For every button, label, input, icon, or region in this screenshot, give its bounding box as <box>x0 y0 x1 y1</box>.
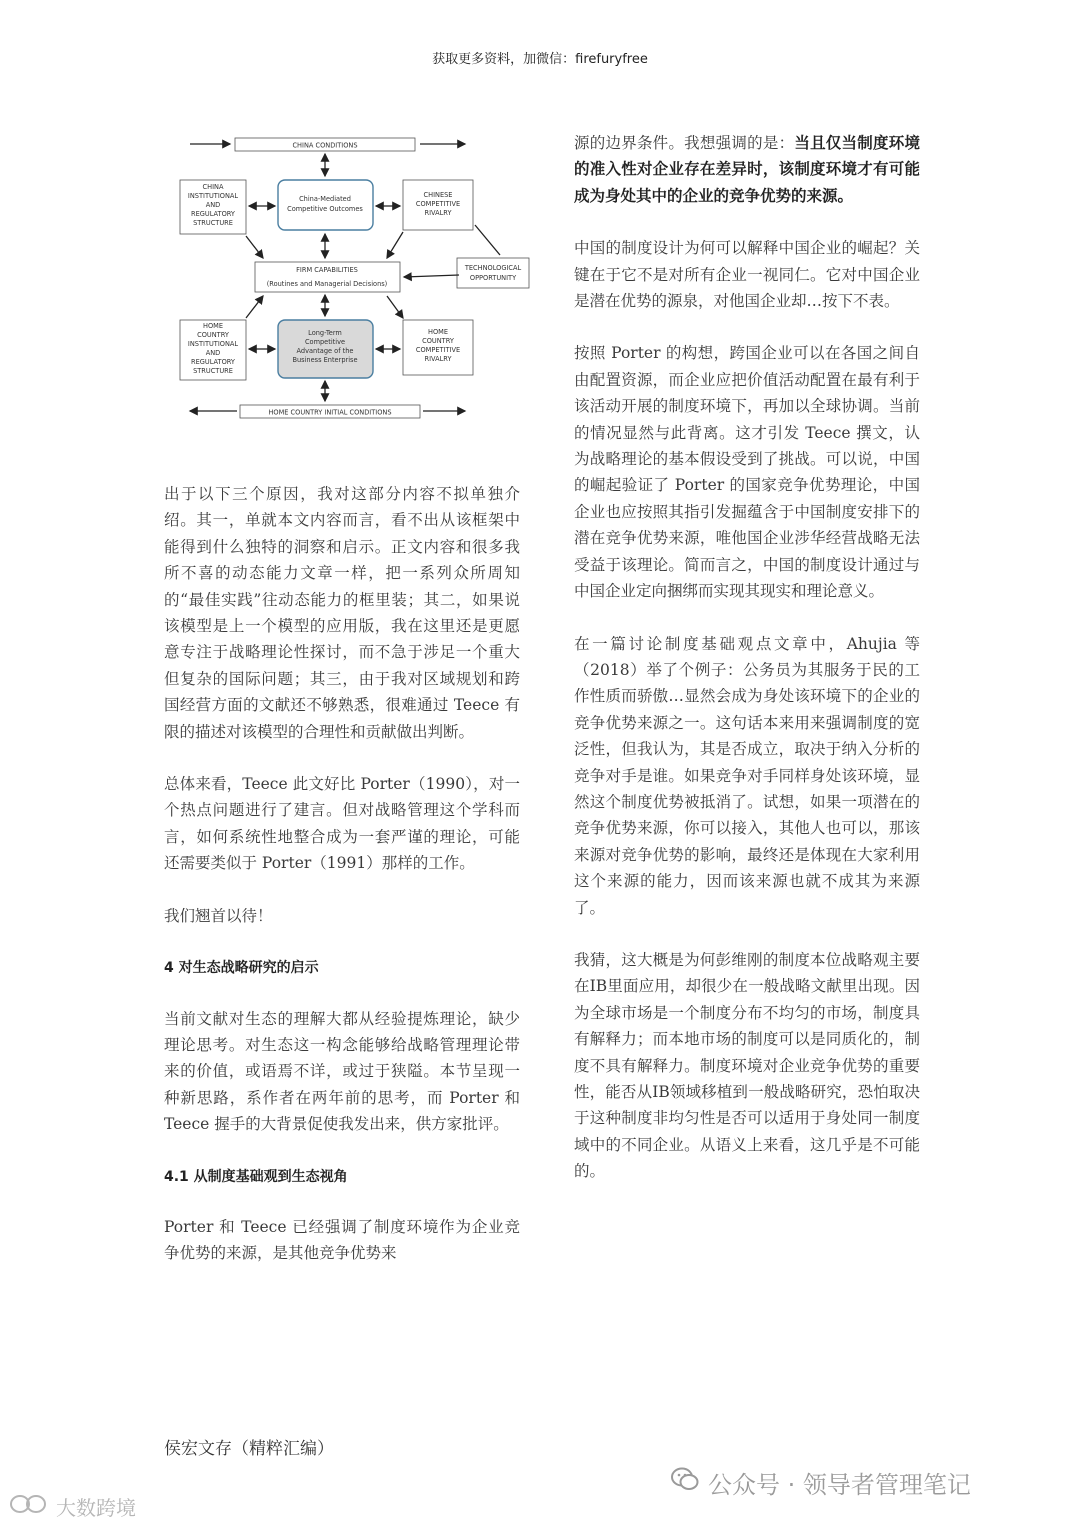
section-heading-4-1: 4.1 从制度基础观到生态视角 <box>164 1168 348 1185</box>
box-china-institutional <box>180 180 246 234</box>
right-paragraph-4: 在一篇讨论制度基础观点文章中，Ahujia 等（2018）举了个例子：公务员为其服务于民的工作性质而骄傲…显然会成为身处该环境下的企业的竞争优势来源之一。这句话本来用来强调制度的宽泛性，但我认为，其是否成立，取决于纳入分析的竞争对手是谁。如果竞争对手同样身处该环境，显然这个制度优势被抵消了。试想，如果一项潜在的竞争优势来源，你可以接入，其他人也可以，那该来源对竞争优势的影响，最终还是体现在大家利用这个来源的能力，因而该来源也就不成其为来源了。 <box>574 634 920 917</box>
page-header: 获取更多资料，加微信：firefuryfree <box>432 52 648 67</box>
box-china-mediated <box>278 180 373 230</box>
framework-diagram-svg <box>175 130 540 430</box>
wechat-icon <box>670 1466 700 1498</box>
svg-text:Long-Term: Long-Term <box>308 329 342 337</box>
framework-diagram <box>175 130 540 430</box>
svg-text:AND: AND <box>205 201 221 209</box>
box-chinese-rivalry <box>403 180 473 230</box>
svg-text:HOME: HOME <box>427 328 449 336</box>
svg-text:COUNTRY: COUNTRY <box>422 337 454 345</box>
section-heading-4: 4 对生态战略研究的启示 <box>164 960 319 977</box>
logo-icon <box>8 1493 50 1520</box>
box-home-rivalry <box>403 320 473 375</box>
left-paragraph-5: Porter 和 Teece 已经强调了制度环境作为企业竞争优势的来源，是其他竞争优势来 <box>164 1217 520 1263</box>
svg-text:RIVALRY: RIVALRY <box>424 355 452 363</box>
box-home-institutional <box>180 320 246 380</box>
box-home-initial-conditions <box>240 405 420 418</box>
svg-text:TECHNOLOGICAL: TECHNOLOGICAL <box>464 264 522 272</box>
svg-text:COMPETITIVE: COMPETITIVE <box>415 346 461 354</box>
svg-text:INSTITUTIONAL: INSTITUTIONAL <box>187 340 239 348</box>
svg-text:HOME COUNTRY INITIAL CONDITION: HOME COUNTRY INITIAL CONDITIONS <box>268 408 392 417</box>
svg-text:RIVALRY: RIVALRY <box>424 209 452 217</box>
box-long-term-advantage <box>278 320 373 378</box>
svg-text:COUNTRY: COUNTRY <box>197 331 229 339</box>
svg-text:AND: AND <box>205 349 221 357</box>
box-china-conditions <box>235 138 415 151</box>
svg-text:Competitive: Competitive <box>304 338 346 346</box>
left-column <box>164 481 520 1293</box>
box-firm-capabilities <box>255 262 400 292</box>
svg-text:FIRM CAPABILITIES: FIRM CAPABILITIES <box>296 266 358 274</box>
left-paragraph-3: 我们翘首以待！ <box>164 906 273 925</box>
watermark-text: 大数跨境 <box>56 1495 136 1520</box>
svg-text:Business Enterprise: Business Enterprise <box>292 356 358 364</box>
right-paragraph-1-lead: 源的边界条件。我想强调的是： <box>574 134 795 152</box>
svg-text:CHINA: CHINA <box>202 183 224 191</box>
right-paragraph-1 <box>574 130 920 209</box>
svg-text:(Routines and Managerial Decis: (Routines and Managerial Decisions) <box>266 280 388 288</box>
svg-text:REGULATORY: REGULATORY <box>191 358 235 366</box>
svg-text:INSTITUTIONAL: INSTITUTIONAL <box>187 192 239 200</box>
svg-text:CHINESE: CHINESE <box>423 191 453 199</box>
svg-text:China-Mediated: China-Mediated <box>299 195 351 203</box>
svg-text:Advantage of the: Advantage of the <box>296 347 354 355</box>
svg-text:HOME: HOME <box>202 322 224 330</box>
svg-text:COMPETITIVE: COMPETITIVE <box>415 200 461 208</box>
svg-text:STRUCTURE: STRUCTURE <box>193 219 233 227</box>
label-china-conditions: CHINA CONDITIONS <box>292 141 358 150</box>
svg-text:REGULATORY: REGULATORY <box>191 210 235 218</box>
svg-text:STRUCTURE: STRUCTURE <box>193 367 233 375</box>
corner-watermark <box>8 1492 136 1520</box>
right-column <box>574 130 920 1211</box>
footer-book-title: 侯宏文存（精粹汇编） <box>164 1439 334 1459</box>
right-paragraph-1-emphasis: 当且仅当制度环境的准入性对企业存在差异时，该制度环境才有可能成为身处其中的企业的竞争优势的来源。 <box>574 133 920 205</box>
left-paragraph-2: 总体来看，Teece 此文好比 Porter（1990），对一个热点问题进行了建言。但对战略管理这个学科而言，如何系统性地整合成为一套严谨的理论，可能还需要类似于 Porter（1991）那样的工作。 <box>164 775 520 873</box>
left-paragraph-1: 出于以下三个原因，我对这部分内容不拟单独介绍。其一，单就本文内容而言，看不出从该框架中能得到什么独特的洞察和启示。正文内容和很多我所不喜的动态能力文章一样，把一系列众所周知的“最佳实践”往动态能力的框里装；其二，如果说该模型是上一个模型的应用版，我在这里还是更愿意专注于战略理论性探讨，而不急于涉足一个重大但复杂的国际问题；其三，由于我对区域规划和跨国经营方面的文献还不够熟悉，很难通过 Teece 有限的描述对该模型的合理性和贡献做出判断。 <box>164 485 520 741</box>
wechat-watermark <box>670 1462 971 1502</box>
right-paragraph-3: 按照 Porter 的构想，跨国企业可以在各国之间自由配置资源，而企业应把价值活动配置在最有利于该活动开展的制度环境下，再加以全球协调。当前的情况显然与此背离。这才引发 Teece 撰文，认为战略理论的基本假设受到了挑战。可以说，中国的崛起验证了 Porter 的国家竞争优势理论，中国企业也应按照其指引发掘蕴含于中国制度安排下的潜在竞争优势来源，唯他国企业涉华经营战略无法受益于该理论。简而言之，中国的制度设计通过与中国企业定向捆绑而实现其现实和理论意义。 <box>574 344 920 601</box>
right-paragraph-5: 我猜，这大概是为何彭维刚的制度本位战略观主要在IB里面应用，却很少在一般战略文献里出现。因为全球市场是一个制度分布不均匀的市场，制度具有解释力；而本地市场的制度可以是同质化的，制度不具有解释力。制度环境对企业竞争优势的重要性，能否从IB领域移植到一般战略研究，恐怕取决于这种制度非均匀性是否可以适用于身处同一制度域中的不同企业。从语义上来看，这几乎是不可能的。 <box>574 950 920 1181</box>
wechat-account-name: 公众号 · 领导者管理笔记 <box>708 1470 971 1499</box>
svg-text:Competitive Outcomes: Competitive Outcomes <box>287 205 363 213</box>
left-paragraph-4: 当前文献对生态的理解大都从经验提炼理论，缺少理论思考。对生态这一构念能够给战略管理理论带来的价值，或语焉不详，或过于狭隘。本节呈现一种新思路，系作者在两年前的思考，而 Porter 和 Teece 握手的大背景促使我发出来，供方家批评。 <box>164 1009 520 1134</box>
right-paragraph-2: 中国的制度设计为何可以解释中国企业的崛起？关键在于它不是对所有企业一视同仁。它对中国企业是潜在优势的源泉，对他国企业却…按下不表。 <box>574 239 920 311</box>
svg-text:OPPORTUNITY: OPPORTUNITY <box>469 274 517 282</box>
box-tech-opportunity <box>457 258 529 288</box>
